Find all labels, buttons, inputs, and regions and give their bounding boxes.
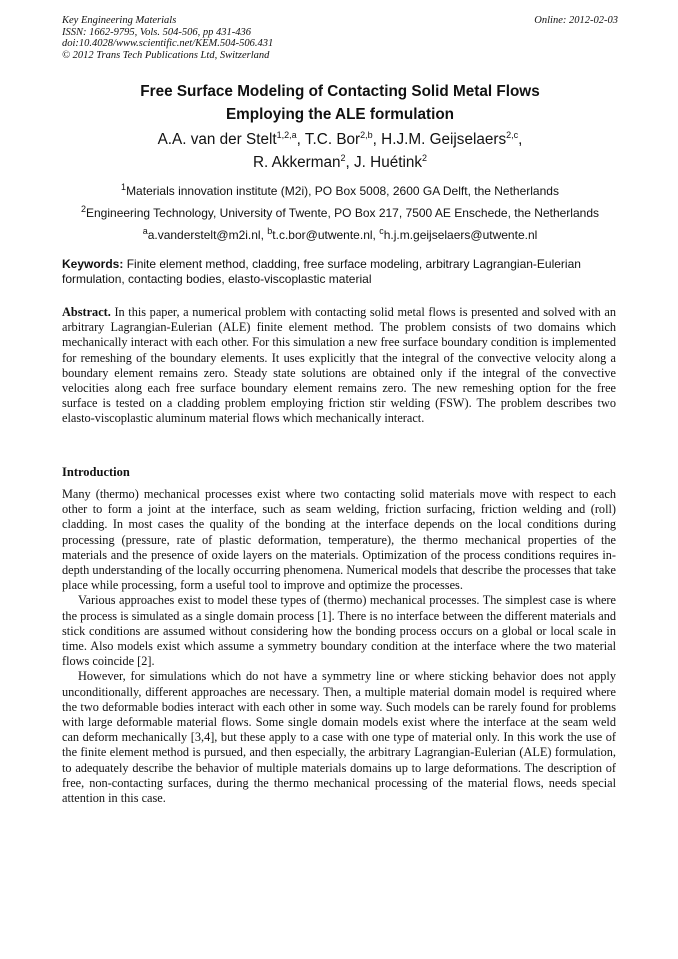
author-separator: , (372, 131, 382, 148)
email-address: h.j.m.geijselaers@utwente.nl (383, 228, 538, 242)
author-affil-mark: 2 (422, 152, 428, 163)
author-name: R. Akkerman (252, 154, 341, 171)
author-name: T.C. Bor (304, 131, 361, 148)
journal-header (62, 15, 618, 61)
author-affil-mark: 2,c (506, 129, 519, 140)
copyright-line: © 2012 Trans Tech Publications Ltd, Switzerland (62, 49, 270, 61)
issn-line: ISSN: 1662-9795, Vols. 504-506, pp 431-436 (62, 26, 251, 38)
introduction-heading: Introduction (62, 465, 130, 479)
online-date: Online: 2012-02-03 (534, 15, 618, 26)
title-line-1: Free Surface Modeling of Contacting Solid Metal Flows (140, 83, 540, 100)
title-line-2: Employing the ALE formulation (225, 106, 455, 123)
author-name: A.A. van der Stelt (157, 131, 277, 148)
abstract-label: Abstract. (62, 305, 111, 319)
journal-name: Key Engineering Materials (62, 15, 177, 26)
author-affil-mark: 2 (340, 152, 346, 163)
introduction-body (62, 487, 616, 806)
author-list (62, 128, 618, 174)
keywords-label: Keywords: (62, 257, 124, 271)
author-affil-mark: 1,2,a (276, 129, 297, 140)
affiliation-text: Materials innovation institute (M2i), PO Box 5008, 2600 GA Delft, the Netherlands (126, 184, 559, 198)
affiliation-1 (50, 180, 630, 202)
email-address: a.vanderstelt@m2i.nl, (147, 228, 268, 242)
introduction-paragraph-2: Various approaches exist to model these types of (thermo) mechanical processes. The simplest case is where the process is simulated as a single domain process [1]. There is no interface between the different materials and stick conditions are assumed without considering how the bonding process occurs on a global or local scale in time. Also models exist which assume a symmetry boundary condition at the interface where the two material flows coincide [2]. (62, 593, 616, 669)
affiliations (50, 180, 630, 246)
author-separator: , (345, 154, 355, 171)
keywords-section (62, 257, 618, 287)
author-affil-mark: 2,b (360, 129, 373, 140)
introduction-paragraph-3: However, for simulations which do not have a symmetry line or where sticking behavior does not apply unconditionally, different approaches are necessary. Then, a multiple material domain model is required where the two deformable bodies interact with each other in some way. Such models can be rarely found for problems with large deformable material flows. Some single domain models exist where the interface at the seam weld can deform mechanically [3,4], but these apply to a case with one type of material only. In this work the use of the finite element method is pursued, and then especially, the arbitrary Lagrangian-Eulerian (ALE) formulation, to adequately describe the behavior of multiple materials domains up to large deformations. The description of free, non-contacting surfaces, during the thermo mechanical processing of the material flows, needs special attention in this case. (62, 669, 616, 806)
email-mark: b (267, 226, 273, 236)
introduction-paragraph-1: Many (thermo) mechanical processes exist where two contacting solid materials move with respect to each other to form a joint at the interface, such as seam welding, friction surfacing, friction welding and (roll) cladding. In most cases the quality of the bonding at the interface depends on the local conditions during processing (pressure, rate of plastic deformation, temperature), the thermo mechanical properties of the materials and the presence of oxide layers on the materials. Optimization of the process conditions requires in-depth understanding of the locally occurring phenomena. Numerical models that describe the processes that take place while processing, form a useful tool to improve and optimize the processes. (62, 487, 616, 593)
affiliation-text: Engineering Technology, University of Twente, PO Box 217, 7500 AE Enschede, the Netherlands (86, 206, 599, 220)
abstract-text: In this paper, a numerical problem with contacting solid metal flows is presented and solved with an arbitrary Lagrangian-Eulerian (ALE) finite element method. The problem consists of two domains which mechanically interact with each other. For this simulation a new free surface boundary condition is implemented for remeshing of the boundary elements. It uses explicitly that the integral of the convective velocity along a boundary element remains zero. Steady state solutions are obtained only if the integral of the convective velocities along each free surface boundary element remains zero. The new remeshing option for the free surface is tested on a cladding problem employing friction stir welding (FSW). The problem describes two elasto-viscoplastic aluminum material flows which mechanically interact. (62, 305, 616, 426)
affiliation-2 (50, 202, 630, 224)
keywords-text: Finite element method, cladding, free surface modeling, arbitrary Lagrangian-Eulerian formulation, contacting bodies, elasto-viscoplastic material (62, 257, 581, 286)
affiliation-mark: 1 (121, 182, 127, 192)
doi-line: doi:10.4028/www.scientific.net/KEM.504-506.431 (62, 38, 274, 50)
authors-line-2 (62, 151, 618, 174)
author-name: J. Huétink (354, 154, 423, 171)
email-mark: c (379, 226, 384, 236)
paper-title (62, 80, 618, 126)
affiliation-mark: 2 (80, 204, 86, 214)
author-name: H.J.M. Geijselaers (381, 131, 507, 148)
author-trailing-comma: , (518, 131, 523, 148)
authors-line-1 (62, 128, 618, 151)
abstract-section (62, 305, 616, 427)
email-mark: a (142, 226, 148, 236)
author-separator: , (296, 131, 305, 148)
email-address: t.c.bor@utwente.nl, (272, 228, 380, 242)
email-line (50, 224, 630, 246)
